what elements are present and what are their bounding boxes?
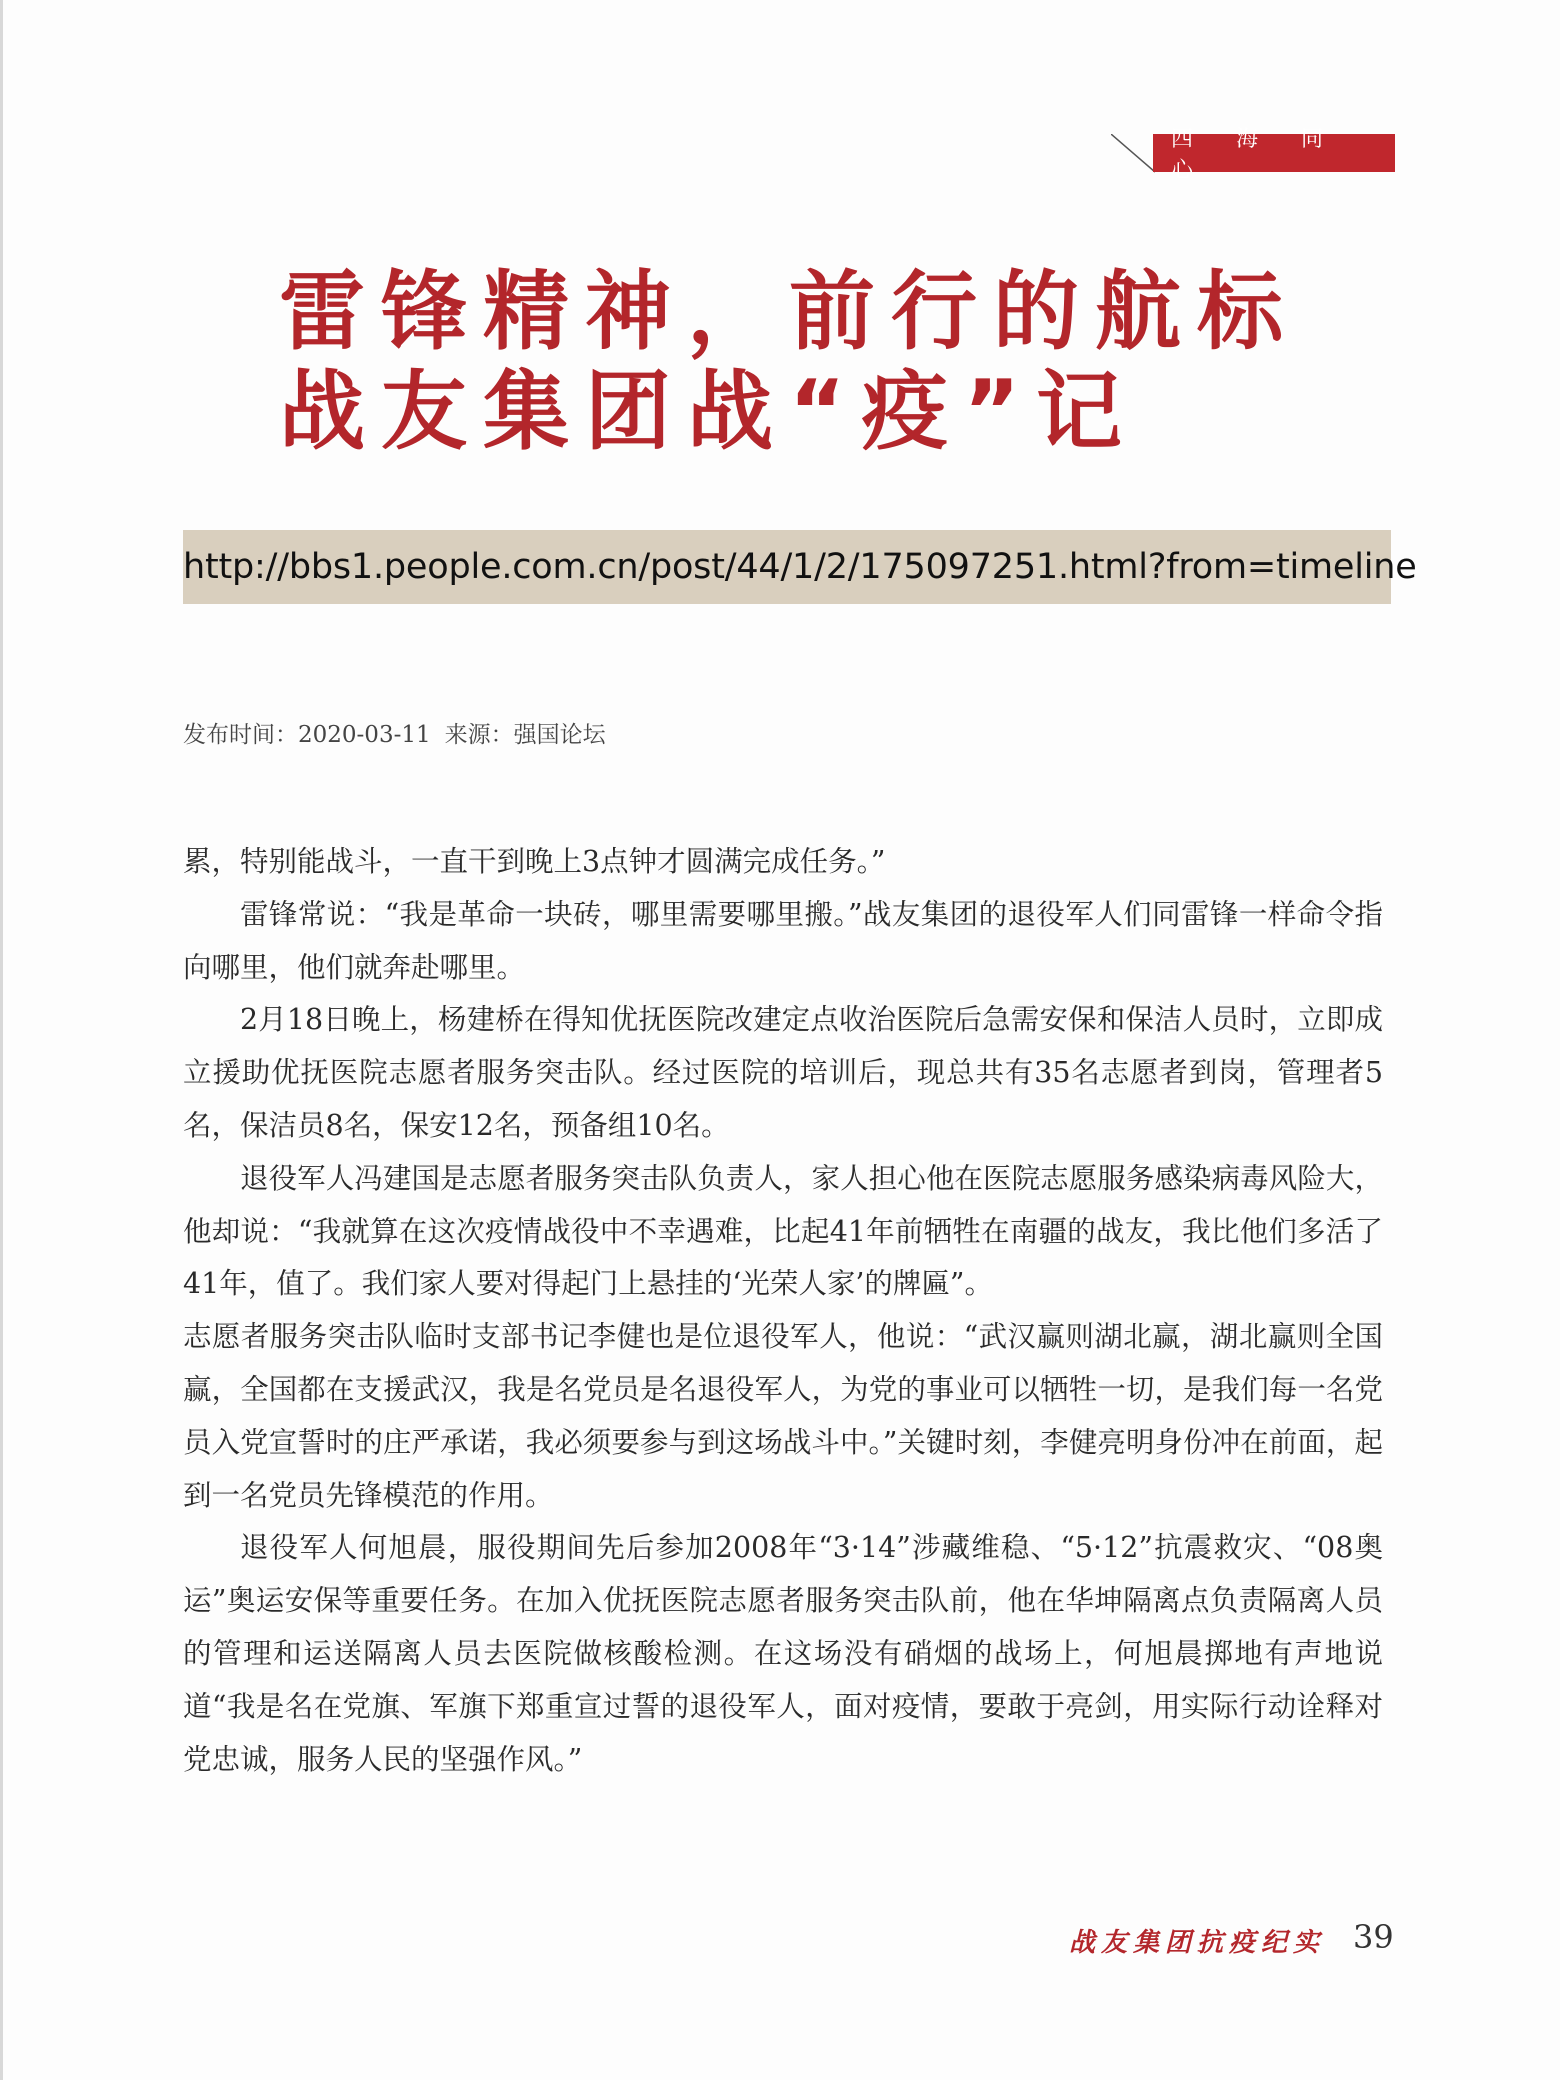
paragraph: 2月18日晚上，杨建桥在得知优抚医院改建定点收治医院后急需安保和保洁人员时，立即成立援助优抚医院志愿者服务突击队。经过医院的培训后，现总共有35名志愿者到岗，管理者5名，保洁员8名，保安12名，预备组10名。 — [183, 1003, 1383, 1142]
section-tag — [1111, 127, 1395, 183]
article-meta — [183, 716, 620, 749]
paragraph: 退役军人冯建国是志愿者服务突击队负责人，家人担心他在医院志愿服务感染病毒风险大，他却说：“我就算在这次疫情战役中不幸遇难，比起41年前牺牲在南疆的战友，我比他们多活了41年，值了。我们家人要对得起门上悬挂的‘光荣人家’的牌匾”。 — [183, 1161, 1383, 1301]
section-tag-label: 四 海 同 心 — [1153, 134, 1395, 172]
page-title — [279, 262, 1299, 462]
footer-brand: 战友集团抗疫纪实 — [1069, 1928, 1326, 1958]
paragraph: 退役军人何旭晨，服役期间先后参加2008年“3·14”涉藏维稳、“5·12”抗震救灾、“08奥运”奥运安保等重要任务。在加入优抚医院志愿者服务突击队前，他在华坤隔离点负责隔离人员的管理和运送隔离人员去医院做核酸检测。在这场没有硝烟的战场上，何旭晨掷地有声地说道“我是名在党旗、军旗下郑重宣过誓的退役军人，面对疫情，要敢于亮剑，用实际行动诠释对党忠诚，服务人民的坚强作风。” — [183, 1531, 1383, 1776]
source-url-banner — [183, 530, 1417, 604]
title-line-2: 战友集团战“疫”记 — [279, 362, 1139, 462]
publish-date: 发布时间：2020-03-11 — [183, 722, 431, 748]
article-source: 来源：强国论坛 — [444, 722, 606, 748]
paragraph: 雷锋常说：“我是革命一块砖，哪里需要哪里搬。”战友集团的退役军人们同雷锋一样命令指向哪里，他们就奔赴哪里。 — [183, 897, 1383, 984]
paragraph: 志愿者服务突击队临时支部书记李健也是位退役军人，他说：“武汉赢则湖北赢，湖北赢则全国赢，全国都在支援武汉，我是名党员是名退役军人，为党的事业可以牺牲一切，是我们每一名党员入党宣誓时的庄严承诺，我必须要参与到这场战斗中。”关键时刻，李健亮明身份冲在前面，起到一名党员先锋模范的作用。 — [183, 1320, 1383, 1512]
page-number: 39 — [1353, 1918, 1394, 1956]
title-line-1: 雷锋精神，前行的航标 — [279, 262, 1299, 362]
article-body — [183, 836, 1383, 1786]
source-url-text: http://bbs1.people.com.cn/post/44/1/2/175097251.html?from=timeline — [183, 547, 1417, 587]
paragraph: 累，特别能战斗，一直干到晚上3点钟才圆满完成任务。” — [183, 845, 886, 878]
